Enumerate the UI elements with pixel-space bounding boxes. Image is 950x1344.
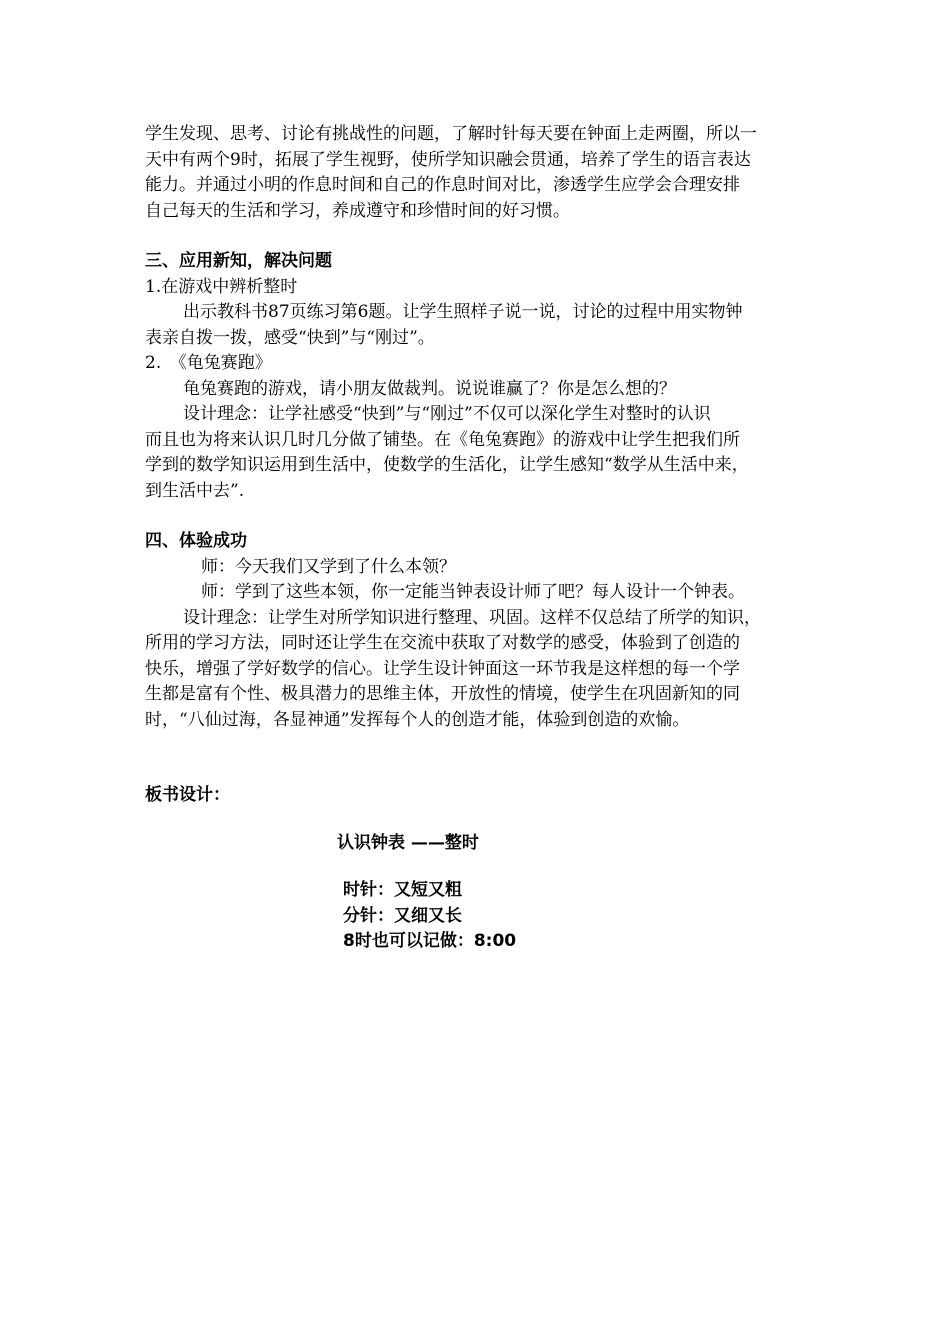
board-title: 认识钟表 ——整时 <box>337 832 479 853</box>
text-line: 而且也为将来认识几时几分做了铺垫。在《龟兔赛跑》的游戏中让学生把我们所 <box>145 429 740 450</box>
text-line: 所用的学习方法，同时还让学生在交流中获取了对数学的感受，体验到了创造的 <box>145 633 740 653</box>
text-line: 快乐，增强了学好数学的信心。让学生设计钟面这一环节我是这样想的每一个学 <box>145 658 740 679</box>
text-line: 出示教科书87页练习第6题。让学生照样子说一说，讨论的过程中用实物钟 <box>183 302 743 322</box>
item-1-title: 1.在游戏中辨析整时 <box>145 276 298 297</box>
text-line: 设计理念：让学生对所学知识进行整理、巩固。这样不仅总结了所学的知识， <box>183 607 761 628</box>
board-line-eight: 8时也可以记做：8:00 <box>343 931 517 951</box>
text-line: 时，“八仙过海，各显神通”发挥每个人的创造才能，体验到创造的欢愉。 <box>145 709 690 730</box>
text-line: 设计理念：让学社感受“快到”与“刚过”不仅可以深化学生对整时的认识 <box>183 404 711 424</box>
board-heading: 板书设计： <box>145 785 230 805</box>
intro-paragraph <box>145 122 810 224</box>
board-line-minute: 分针：又细又长 <box>343 905 462 926</box>
text-line: 学生发现、思考、讨论有挑战性的问题，了解时针每天要在钟面上走两圈，所以一 <box>145 124 757 144</box>
text-line: 表亲自拨一拨，感受“快到”与“刚过”。 <box>145 327 435 348</box>
text-line: 学到的数学知识运用到生活中，使数学的生活化，让学生感知“数学从生活中来， <box>145 455 749 475</box>
board-line-hour: 时针：又短又粗 <box>343 880 462 900</box>
item-2-title: 2. 《龟兔赛跑》 <box>145 353 272 373</box>
section-4-heading: 四、体验成功 <box>145 531 247 551</box>
text-line: 到生活中去”. <box>145 480 245 501</box>
section-3 <box>145 249 810 504</box>
board-design <box>145 783 810 955</box>
text-line: 自己每天的生活和学习，养成遵守和珍惜时间的好习惯。 <box>145 200 570 221</box>
section-3-heading: 三、应用新知，解决问题 <box>145 251 332 271</box>
text-line: 天中有两个9时，拓展了学生视野，使所学知识融会贯通，培养了学生的语言表达 <box>145 149 751 170</box>
text-line: 师：今天我们又学到了什么本领？ <box>201 556 456 577</box>
text-line: 龟兔赛跑的游戏，请小朋友做裁判。说说谁赢了？你是怎么想的？ <box>183 378 676 399</box>
section-4 <box>145 529 810 733</box>
text-line: 生都是富有个性、极具潜力的思维主体，开放性的情境，使学生在巩固新知的同 <box>145 684 740 704</box>
text-line: 能力。并通过小明的作息时间和自己的作息时间对比，渗透学生应学会合理安排 <box>145 175 740 195</box>
document-page <box>145 122 810 955</box>
text-line: 师：学到了这些本领，你一定能当钟表设计师了吧？每人设计一个钟表。 <box>201 582 745 602</box>
